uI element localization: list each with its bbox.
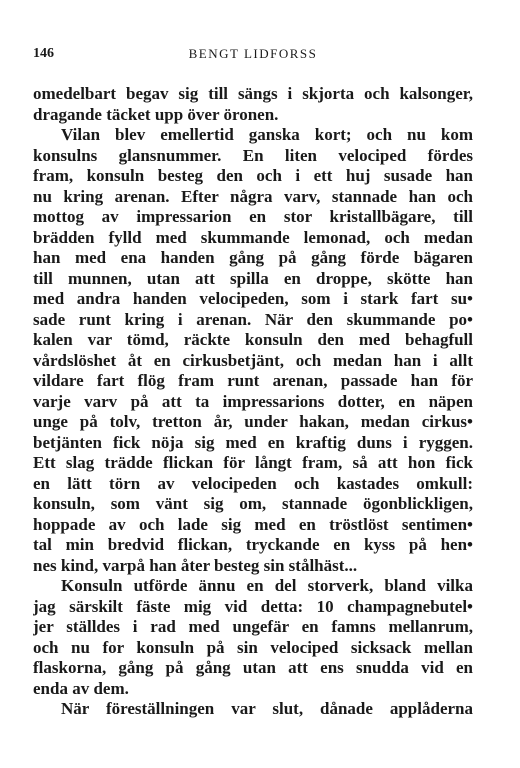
- text-line: konsuln, som vänt sig om, stannade ögonblickligen,: [33, 494, 473, 513]
- text-line: jer ställdes i rad med ungefär en famns mellanrum,: [33, 617, 473, 636]
- text-line: enda av dem.: [33, 678, 129, 698]
- body-text: [33, 84, 473, 720]
- text-line: nes kind, varpå han åter besteg sin stålhäst...: [33, 555, 358, 575]
- text-line: vårdslöshet åt en cirkusbetjänt, och medan han i allt: [33, 350, 473, 370]
- text-line: Ett slag trädde flickan för långt fram, så att hon fick: [33, 453, 473, 472]
- text-line: kalen var tömd, räckte konsuln den med behagfull: [33, 330, 473, 349]
- text-line: och nu for konsuln på sin velociped sicksack mellan: [33, 637, 473, 657]
- text-line: fram, konsuln besteg den och i ett huj susade han: [33, 166, 473, 185]
- text-line: brädden fylld med skummande lemonad, och medan: [33, 227, 473, 247]
- running-head: [33, 44, 473, 64]
- text-line: tal min bredvid flickan, tryckande en kyss på hen•: [33, 535, 473, 554]
- text-line: Konsuln utförde ännu en del storverk, bland vilka: [61, 576, 473, 595]
- text-line: hoppade av och lade sig med en tröstlöst sentimen•: [33, 514, 473, 534]
- text-line: jag särskilt fäste mig vid detta: 10 champagnebutel•: [33, 596, 473, 616]
- text-line: med andra handen velocipeden, som i stark fart su•: [33, 289, 473, 308]
- text-line: konsulns glansnummer. En liten velociped fördes: [33, 145, 473, 165]
- text-line: sade runt kring i arenan. När den skummande po•: [33, 309, 473, 329]
- text-line: När föreställningen var slut, dånade applåderna: [61, 699, 473, 718]
- text-line: nu kring arenan. Efter några varv, stannade han och: [33, 186, 473, 206]
- text-line: flaskorna, gång på gång utan att ens snudda vid en: [33, 658, 473, 677]
- text-line: han med ena handen gång på gång förde bägaren: [33, 248, 473, 267]
- text-line: en lätt törn av velocipeden och kastades omkull:: [33, 473, 473, 493]
- text-line: betjänten fick nöja sig med en kraftig duns i ryggen.: [33, 432, 473, 452]
- page-number: 146: [33, 46, 54, 61]
- text-line: mottog av impressarion en stor kristallbägare, till: [33, 207, 473, 226]
- text-line: vildare fart flög fram runt arenan, passade han för: [33, 371, 473, 390]
- text-line: Vilan blev emellertid ganska kort; och nu kom: [61, 125, 473, 144]
- text-line: omedelbart begav sig till sängs i skjorta och kalsonger,: [33, 84, 473, 103]
- text-line: till munnen, utan att spilla en droppe, skötte han: [33, 268, 473, 288]
- text-line: dragande täcket upp över öronen.: [33, 104, 279, 124]
- text-line: unge på tolv, tretton år, under hakan, medan cirkus•: [33, 412, 473, 431]
- running-title: BENGT LIDFORSS: [188, 46, 318, 61]
- text-line: varje varv på att ta impressarions dotter, en näpen: [33, 391, 473, 411]
